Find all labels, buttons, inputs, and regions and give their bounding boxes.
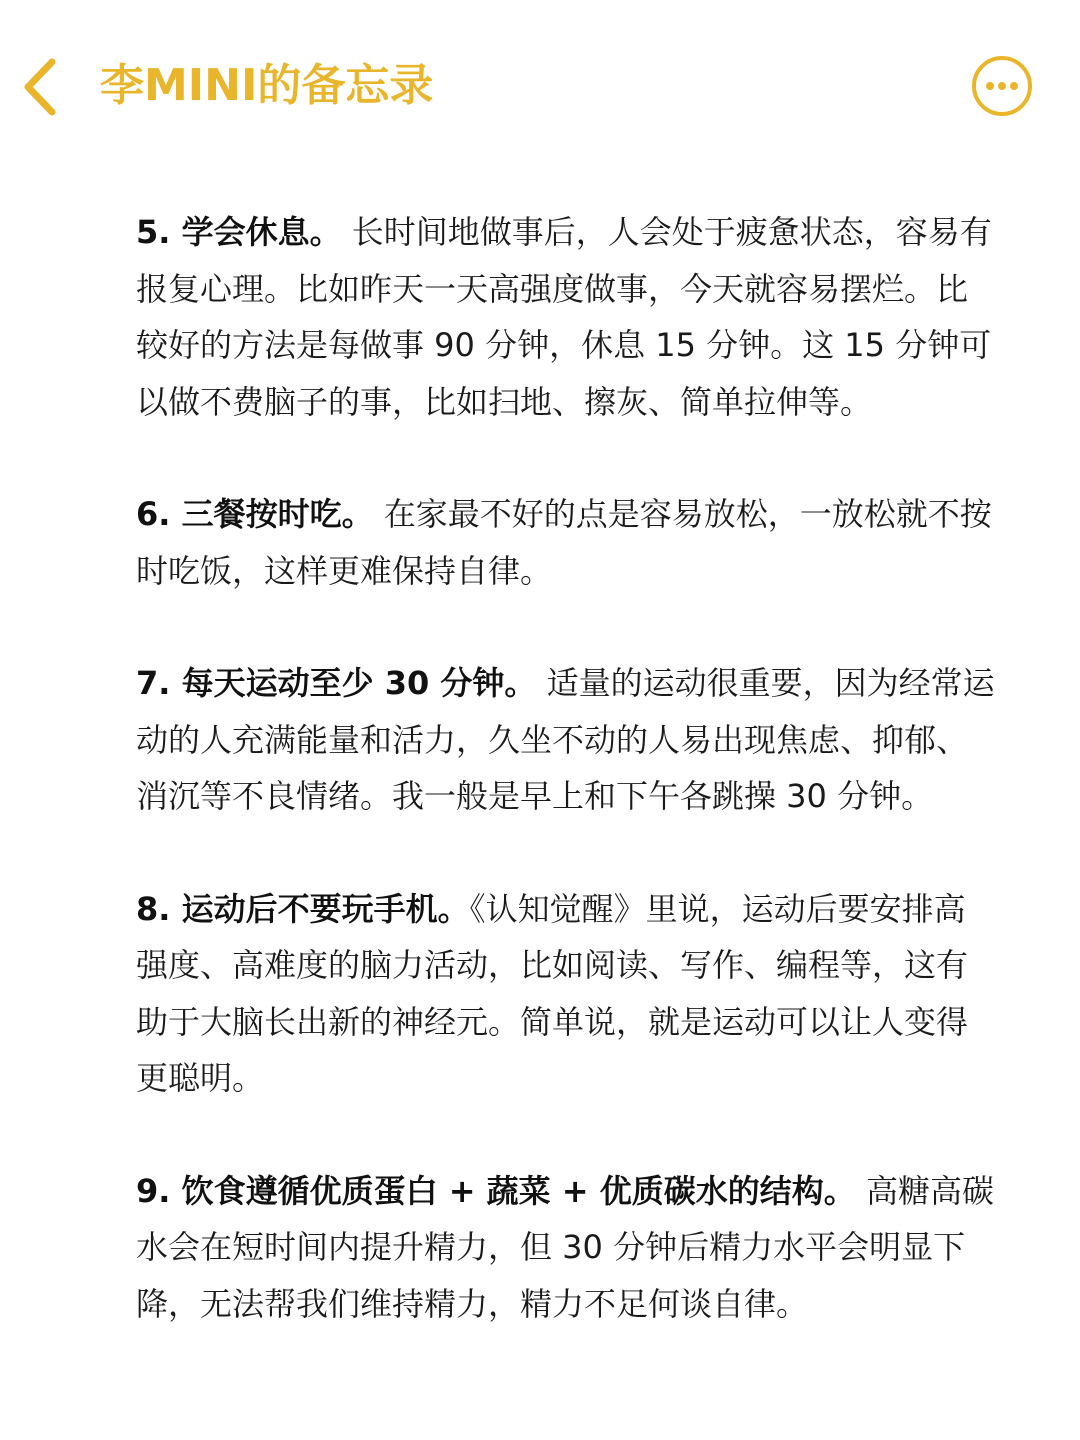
item-heading: 9. 饮食遵循优质蛋白 + 蔬菜 + 优质碳水的结构。 — [136, 1171, 856, 1210]
item-text: 高糖高碳水会在短时间内提升精力，但 30 分钟后精力水平会明显下降，无法帮我们维持精力，精力不足何谈自律。 — [136, 1171, 994, 1323]
note-item-5 — [136, 204, 996, 430]
back-button[interactable] — [14, 52, 74, 122]
note-item-7 — [136, 655, 996, 825]
chevron-left-icon — [14, 52, 74, 122]
note-header — [0, 0, 1080, 175]
item-heading: 5. 学会休息。 — [136, 213, 342, 251]
ellipsis-circle-icon — [970, 54, 1034, 118]
item-text: 《认知觉醒》里说，运动后要安排高强度、高难度的脑力活动，比如阅读、写作、编程等，这有助于大脑长出新的神经元。简单说，就是运动可以让人变得更聪明。 — [136, 889, 969, 1097]
item-text: 适量的运动很重要，因为经常运动的人充满能量和活力，久坐不动的人易出现焦虑、抑郁、消沉等不良情绪。我一般是早上和下午各跳操 30 分钟。 — [136, 664, 995, 815]
item-text: 在家最不好的点是容易放松，一放松就不按时吃饭，这样更难保持自律。 — [136, 495, 992, 590]
page-title: 李MINI的备忘录 — [100, 60, 434, 111]
more-options-button[interactable] — [970, 54, 1034, 118]
note-item-9 — [136, 1163, 996, 1333]
item-heading: 6. 三餐按时吃。 — [136, 495, 374, 533]
note-item-6 — [136, 486, 996, 599]
item-text: 长时间地做事后，人会处于疲惫状态，容易有报复心理。比如昨天一天高强度做事，今天就容易摆烂。比较好的方法是每做事 90 分钟，休息 15 分钟。这 15 分钟可以做不费脑子的事，比如扫地、擦灰、简单拉伸等。 — [136, 213, 992, 421]
item-heading: 7. 每天运动至少 30 分钟。 — [136, 664, 537, 702]
item-heading: 8. 运动后不要玩手机。 — [136, 889, 470, 928]
note-content — [136, 204, 996, 1388]
note-item-8 — [136, 881, 996, 1107]
